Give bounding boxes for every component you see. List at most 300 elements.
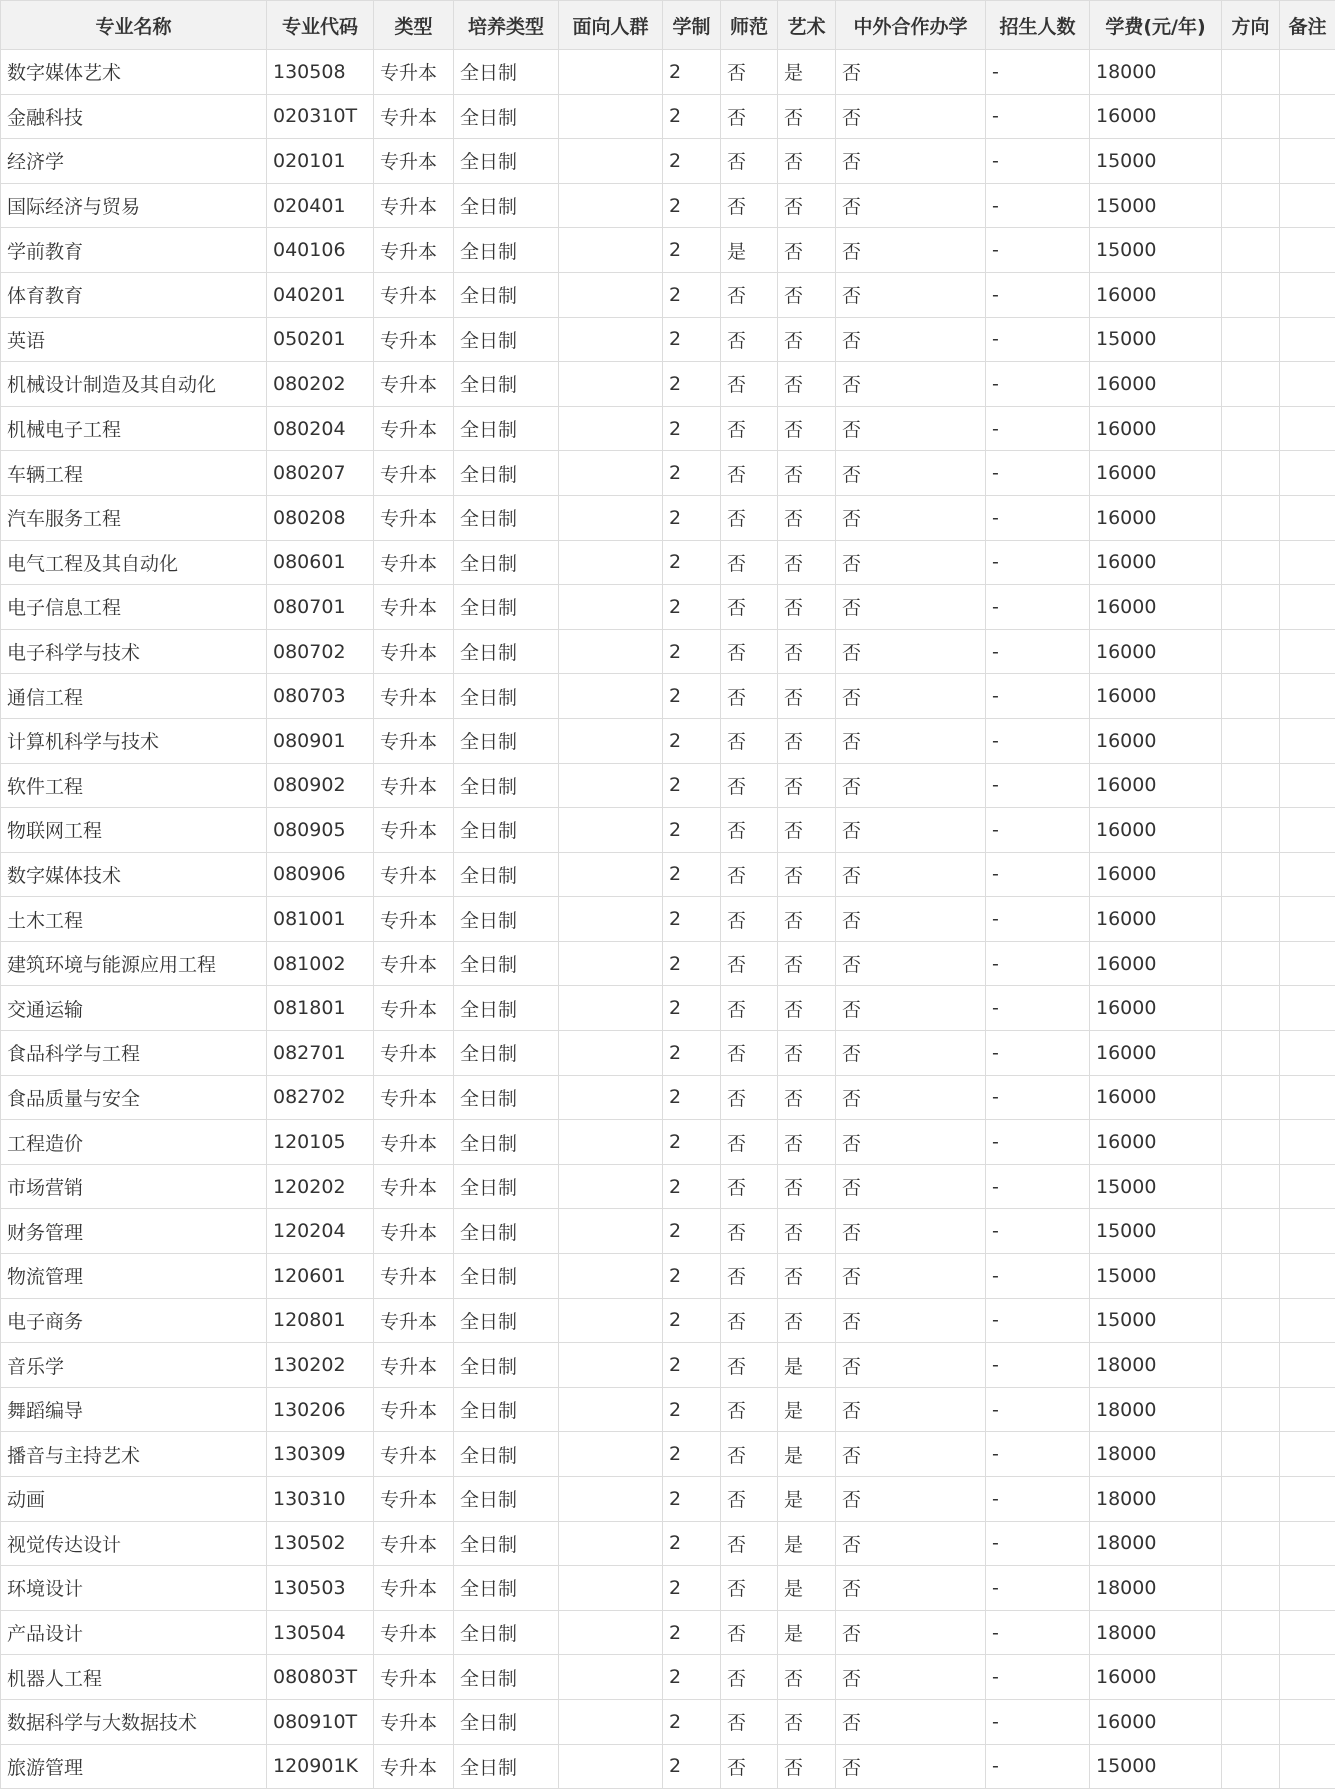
cell-direction (1222, 1164, 1280, 1209)
cell-major-name: 市场营销 (1, 1164, 267, 1209)
cell-sino-foreign: 否 (836, 540, 986, 585)
cell-remarks (1280, 362, 1335, 407)
cell-duration: 2 (663, 852, 721, 897)
cell-art: 否 (778, 1031, 836, 1076)
table-row (1, 139, 1335, 184)
cell-remarks (1280, 986, 1335, 1031)
cell-direction (1222, 50, 1280, 95)
cell-art: 否 (778, 718, 836, 763)
cell-type: 专升本 (374, 139, 454, 184)
cell-major-name: 土木工程 (1, 897, 267, 942)
cell-direction (1222, 674, 1280, 719)
cell-target-group (559, 808, 663, 853)
cell-art: 否 (778, 1209, 836, 1254)
table-row (1, 585, 1335, 630)
cell-duration: 2 (663, 1521, 721, 1566)
cell-tuition: 16000 (1090, 585, 1222, 630)
cell-target-group (559, 674, 663, 719)
cell-normal: 否 (721, 718, 778, 763)
cell-major-code: 081001 (267, 897, 374, 942)
cell-sino-foreign: 否 (836, 763, 986, 808)
cell-remarks (1280, 941, 1335, 986)
col-header-training-type: 培养类型 (454, 1, 559, 50)
cell-tuition: 18000 (1090, 1387, 1222, 1432)
cell-target-group (559, 1655, 663, 1700)
col-header-duration: 学制 (663, 1, 721, 50)
cell-enrollment: - (986, 451, 1090, 496)
table-row (1, 718, 1335, 763)
cell-duration: 2 (663, 1298, 721, 1343)
cell-target-group (559, 1120, 663, 1165)
cell-training-type: 全日制 (454, 495, 559, 540)
cell-target-group (559, 1254, 663, 1299)
table-row (1, 540, 1335, 585)
cell-art: 否 (778, 629, 836, 674)
cell-training-type: 全日制 (454, 718, 559, 763)
cell-sino-foreign: 否 (836, 941, 986, 986)
cell-normal: 否 (721, 808, 778, 853)
cell-major-code: 040201 (267, 272, 374, 317)
cell-direction (1222, 1254, 1280, 1299)
cell-direction (1222, 852, 1280, 897)
cell-tuition: 15000 (1090, 1298, 1222, 1343)
cell-direction (1222, 1432, 1280, 1477)
cell-enrollment: - (986, 272, 1090, 317)
cell-enrollment: - (986, 1432, 1090, 1477)
cell-duration: 2 (663, 272, 721, 317)
cell-target-group (559, 272, 663, 317)
cell-type: 专升本 (374, 1031, 454, 1076)
cell-tuition: 16000 (1090, 94, 1222, 139)
table-row (1, 1164, 1335, 1209)
cell-direction (1222, 451, 1280, 496)
cell-major-code: 120901K (267, 1744, 374, 1789)
cell-sino-foreign: 否 (836, 317, 986, 362)
cell-major-name: 英语 (1, 317, 267, 362)
cell-tuition: 15000 (1090, 1209, 1222, 1254)
cell-major-name: 旅游管理 (1, 1744, 267, 1789)
cell-sino-foreign: 否 (836, 1744, 986, 1789)
cell-direction (1222, 1566, 1280, 1611)
cell-target-group (559, 228, 663, 273)
cell-type: 专升本 (374, 1254, 454, 1299)
cell-art: 否 (778, 1120, 836, 1165)
cell-remarks (1280, 1120, 1335, 1165)
cell-enrollment: - (986, 1610, 1090, 1655)
cell-sino-foreign: 否 (836, 451, 986, 496)
cell-major-code: 080902 (267, 763, 374, 808)
cell-remarks (1280, 897, 1335, 942)
cell-sino-foreign: 否 (836, 1343, 986, 1388)
cell-normal: 否 (721, 495, 778, 540)
cell-target-group (559, 1031, 663, 1076)
cell-sino-foreign: 否 (836, 1432, 986, 1477)
cell-type: 专升本 (374, 1521, 454, 1566)
cell-direction (1222, 1610, 1280, 1655)
cell-type: 专升本 (374, 1699, 454, 1744)
col-header-tuition: 学费(元/年) (1090, 1, 1222, 50)
cell-tuition: 16000 (1090, 1655, 1222, 1700)
cell-training-type: 全日制 (454, 1075, 559, 1120)
col-header-major-code: 专业代码 (267, 1, 374, 50)
cell-direction (1222, 1477, 1280, 1522)
cell-art: 否 (778, 1655, 836, 1700)
cell-major-name: 数字媒体艺术 (1, 50, 267, 95)
cell-type: 专升本 (374, 897, 454, 942)
cell-art: 否 (778, 272, 836, 317)
table-row (1, 50, 1335, 95)
cell-major-code: 080901 (267, 718, 374, 763)
cell-sino-foreign: 否 (836, 495, 986, 540)
cell-tuition: 16000 (1090, 897, 1222, 942)
cell-major-name: 计算机科学与技术 (1, 718, 267, 763)
cell-tuition: 15000 (1090, 183, 1222, 228)
table-body (1, 50, 1335, 1789)
table-row (1, 406, 1335, 451)
cell-target-group (559, 451, 663, 496)
cell-art: 是 (778, 1477, 836, 1522)
cell-sino-foreign: 否 (836, 718, 986, 763)
cell-duration: 2 (663, 808, 721, 853)
cell-training-type: 全日制 (454, 897, 559, 942)
cell-enrollment: - (986, 1566, 1090, 1611)
cell-art: 否 (778, 1254, 836, 1299)
cell-direction (1222, 986, 1280, 1031)
cell-art: 否 (778, 406, 836, 451)
cell-normal: 否 (721, 1254, 778, 1299)
cell-remarks (1280, 1566, 1335, 1611)
cell-major-name: 汽车服务工程 (1, 495, 267, 540)
cell-enrollment: - (986, 94, 1090, 139)
cell-normal: 否 (721, 1298, 778, 1343)
table-row (1, 1387, 1335, 1432)
cell-enrollment: - (986, 50, 1090, 95)
cell-enrollment: - (986, 1164, 1090, 1209)
cell-tuition: 16000 (1090, 718, 1222, 763)
cell-major-name: 电子商务 (1, 1298, 267, 1343)
cell-remarks (1280, 1164, 1335, 1209)
cell-duration: 2 (663, 1209, 721, 1254)
cell-tuition: 16000 (1090, 1031, 1222, 1076)
cell-training-type: 全日制 (454, 1432, 559, 1477)
cell-normal: 否 (721, 1209, 778, 1254)
cell-major-code: 081002 (267, 941, 374, 986)
cell-normal: 否 (721, 1075, 778, 1120)
cell-type: 专升本 (374, 1387, 454, 1432)
cell-duration: 2 (663, 362, 721, 407)
cell-training-type: 全日制 (454, 50, 559, 95)
cell-normal: 否 (721, 1120, 778, 1165)
cell-remarks (1280, 495, 1335, 540)
cell-type: 专升本 (374, 50, 454, 95)
cell-type: 专升本 (374, 986, 454, 1031)
cell-remarks (1280, 585, 1335, 630)
cell-enrollment: - (986, 1387, 1090, 1432)
cell-major-code: 020401 (267, 183, 374, 228)
table-header (1, 1, 1335, 50)
cell-enrollment: - (986, 808, 1090, 853)
cell-enrollment: - (986, 1120, 1090, 1165)
cell-type: 专升本 (374, 272, 454, 317)
cell-direction (1222, 406, 1280, 451)
cell-training-type: 全日制 (454, 1699, 559, 1744)
cell-art: 否 (778, 585, 836, 630)
cell-training-type: 全日制 (454, 317, 559, 362)
cell-art: 是 (778, 1566, 836, 1611)
cell-direction (1222, 94, 1280, 139)
cell-target-group (559, 1744, 663, 1789)
cell-direction (1222, 585, 1280, 630)
cell-major-code: 050201 (267, 317, 374, 362)
cell-enrollment: - (986, 362, 1090, 407)
cell-type: 专升本 (374, 585, 454, 630)
cell-major-name: 数字媒体技术 (1, 852, 267, 897)
cell-major-code: 130502 (267, 1521, 374, 1566)
cell-training-type: 全日制 (454, 763, 559, 808)
table-row (1, 1566, 1335, 1611)
cell-sino-foreign: 否 (836, 674, 986, 719)
table-row (1, 629, 1335, 674)
cell-major-code: 080703 (267, 674, 374, 719)
table-row (1, 674, 1335, 719)
cell-type: 专升本 (374, 183, 454, 228)
cell-normal: 否 (721, 540, 778, 585)
header-row (1, 1, 1335, 50)
cell-direction (1222, 1031, 1280, 1076)
cell-training-type: 全日制 (454, 1164, 559, 1209)
cell-enrollment: - (986, 585, 1090, 630)
cell-enrollment: - (986, 139, 1090, 184)
cell-duration: 2 (663, 183, 721, 228)
cell-major-name: 国际经济与贸易 (1, 183, 267, 228)
cell-training-type: 全日制 (454, 1610, 559, 1655)
cell-tuition: 18000 (1090, 50, 1222, 95)
table-row (1, 183, 1335, 228)
cell-sino-foreign: 否 (836, 1610, 986, 1655)
cell-major-name: 舞蹈编导 (1, 1387, 267, 1432)
cell-normal: 否 (721, 183, 778, 228)
table-row (1, 228, 1335, 273)
cell-direction (1222, 1699, 1280, 1744)
cell-sino-foreign: 否 (836, 808, 986, 853)
cell-remarks (1280, 94, 1335, 139)
cell-major-name: 播音与主持艺术 (1, 1432, 267, 1477)
cell-duration: 2 (663, 718, 721, 763)
cell-sino-foreign: 否 (836, 1655, 986, 1700)
cell-tuition: 16000 (1090, 1120, 1222, 1165)
cell-duration: 2 (663, 1432, 721, 1477)
cell-normal: 否 (721, 50, 778, 95)
cell-target-group (559, 495, 663, 540)
table-row (1, 451, 1335, 496)
cell-sino-foreign: 否 (836, 1120, 986, 1165)
cell-major-code: 080208 (267, 495, 374, 540)
cell-major-name: 学前教育 (1, 228, 267, 273)
col-header-art: 艺术 (778, 1, 836, 50)
cell-normal: 否 (721, 1566, 778, 1611)
cell-normal: 否 (721, 1521, 778, 1566)
cell-remarks (1280, 1432, 1335, 1477)
cell-duration: 2 (663, 986, 721, 1031)
cell-major-code: 082701 (267, 1031, 374, 1076)
cell-target-group (559, 317, 663, 362)
cell-art: 是 (778, 1343, 836, 1388)
table-row (1, 986, 1335, 1031)
cell-art: 否 (778, 94, 836, 139)
cell-type: 专升本 (374, 674, 454, 719)
cell-art: 否 (778, 183, 836, 228)
cell-tuition: 18000 (1090, 1566, 1222, 1611)
cell-tuition: 18000 (1090, 1432, 1222, 1477)
cell-normal: 否 (721, 272, 778, 317)
cell-target-group (559, 50, 663, 95)
cell-major-name: 食品科学与工程 (1, 1031, 267, 1076)
cell-training-type: 全日制 (454, 585, 559, 630)
cell-type: 专升本 (374, 1655, 454, 1700)
cell-type: 专升本 (374, 1744, 454, 1789)
cell-art: 否 (778, 139, 836, 184)
cell-training-type: 全日制 (454, 852, 559, 897)
cell-major-code: 120601 (267, 1254, 374, 1299)
cell-training-type: 全日制 (454, 139, 559, 184)
cell-sino-foreign: 否 (836, 585, 986, 630)
cell-type: 专升本 (374, 1432, 454, 1477)
cell-type: 专升本 (374, 495, 454, 540)
cell-tuition: 18000 (1090, 1521, 1222, 1566)
cell-direction (1222, 1075, 1280, 1120)
cell-art: 是 (778, 50, 836, 95)
cell-enrollment: - (986, 763, 1090, 808)
cell-target-group (559, 1387, 663, 1432)
cell-duration: 2 (663, 406, 721, 451)
table-row (1, 1209, 1335, 1254)
cell-tuition: 16000 (1090, 629, 1222, 674)
cell-art: 否 (778, 451, 836, 496)
cell-remarks (1280, 1655, 1335, 1700)
cell-type: 专升本 (374, 941, 454, 986)
table-row (1, 763, 1335, 808)
table-row (1, 1477, 1335, 1522)
cell-training-type: 全日制 (454, 406, 559, 451)
cell-normal: 否 (721, 406, 778, 451)
cell-major-name: 物流管理 (1, 1254, 267, 1299)
col-header-direction: 方向 (1222, 1, 1280, 50)
cell-direction (1222, 183, 1280, 228)
cell-training-type: 全日制 (454, 94, 559, 139)
cell-sino-foreign: 否 (836, 1209, 986, 1254)
cell-duration: 2 (663, 1655, 721, 1700)
table-row (1, 1254, 1335, 1299)
cell-remarks (1280, 718, 1335, 763)
cell-enrollment: - (986, 1477, 1090, 1522)
cell-remarks (1280, 1477, 1335, 1522)
cell-tuition: 16000 (1090, 272, 1222, 317)
cell-sino-foreign: 否 (836, 1075, 986, 1120)
cell-direction (1222, 763, 1280, 808)
cell-direction (1222, 1209, 1280, 1254)
cell-major-code: 080601 (267, 540, 374, 585)
cell-tuition: 15000 (1090, 1254, 1222, 1299)
cell-remarks (1280, 1610, 1335, 1655)
cell-art: 否 (778, 1744, 836, 1789)
cell-major-name: 电子科学与技术 (1, 629, 267, 674)
cell-art: 否 (778, 317, 836, 362)
cell-major-code: 080905 (267, 808, 374, 853)
cell-training-type: 全日制 (454, 1744, 559, 1789)
cell-major-name: 动画 (1, 1477, 267, 1522)
cell-sino-foreign: 否 (836, 1298, 986, 1343)
table-row (1, 94, 1335, 139)
cell-duration: 2 (663, 629, 721, 674)
cell-training-type: 全日制 (454, 1298, 559, 1343)
cell-target-group (559, 139, 663, 184)
cell-normal: 否 (721, 1343, 778, 1388)
cell-type: 专升本 (374, 1120, 454, 1165)
table-row (1, 941, 1335, 986)
cell-direction (1222, 495, 1280, 540)
cell-target-group (559, 1521, 663, 1566)
table-row (1, 1343, 1335, 1388)
cell-sino-foreign: 否 (836, 852, 986, 897)
cell-major-code: 120202 (267, 1164, 374, 1209)
cell-duration: 2 (663, 50, 721, 95)
cell-target-group (559, 362, 663, 407)
col-header-target-group: 面向人群 (559, 1, 663, 50)
cell-duration: 2 (663, 674, 721, 719)
cell-major-code: 080910T (267, 1699, 374, 1744)
cell-art: 否 (778, 495, 836, 540)
cell-sino-foreign: 否 (836, 1031, 986, 1076)
cell-major-code: 130202 (267, 1343, 374, 1388)
cell-tuition: 16000 (1090, 852, 1222, 897)
cell-enrollment: - (986, 228, 1090, 273)
cell-art: 否 (778, 1699, 836, 1744)
cell-tuition: 16000 (1090, 406, 1222, 451)
cell-duration: 2 (663, 1120, 721, 1165)
cell-major-name: 机械电子工程 (1, 406, 267, 451)
cell-major-code: 130503 (267, 1566, 374, 1611)
cell-major-name: 产品设计 (1, 1610, 267, 1655)
cell-remarks (1280, 451, 1335, 496)
cell-art: 是 (778, 1521, 836, 1566)
cell-target-group (559, 1432, 663, 1477)
cell-duration: 2 (663, 451, 721, 496)
cell-training-type: 全日制 (454, 362, 559, 407)
cell-duration: 2 (663, 1387, 721, 1432)
cell-direction (1222, 718, 1280, 763)
cell-training-type: 全日制 (454, 986, 559, 1031)
cell-tuition: 16000 (1090, 495, 1222, 540)
cell-remarks (1280, 629, 1335, 674)
cell-type: 专升本 (374, 718, 454, 763)
cell-duration: 2 (663, 1477, 721, 1522)
cell-remarks (1280, 1343, 1335, 1388)
cell-remarks (1280, 272, 1335, 317)
cell-art: 是 (778, 1432, 836, 1477)
cell-sino-foreign: 否 (836, 362, 986, 407)
cell-art: 是 (778, 1610, 836, 1655)
cell-major-name: 财务管理 (1, 1209, 267, 1254)
cell-type: 专升本 (374, 406, 454, 451)
cell-major-code: 130309 (267, 1432, 374, 1477)
cell-tuition: 16000 (1090, 986, 1222, 1031)
cell-remarks (1280, 1075, 1335, 1120)
table-row (1, 317, 1335, 362)
cell-normal: 是 (721, 228, 778, 273)
cell-type: 专升本 (374, 317, 454, 362)
cell-sino-foreign: 否 (836, 897, 986, 942)
cell-art: 否 (778, 1075, 836, 1120)
